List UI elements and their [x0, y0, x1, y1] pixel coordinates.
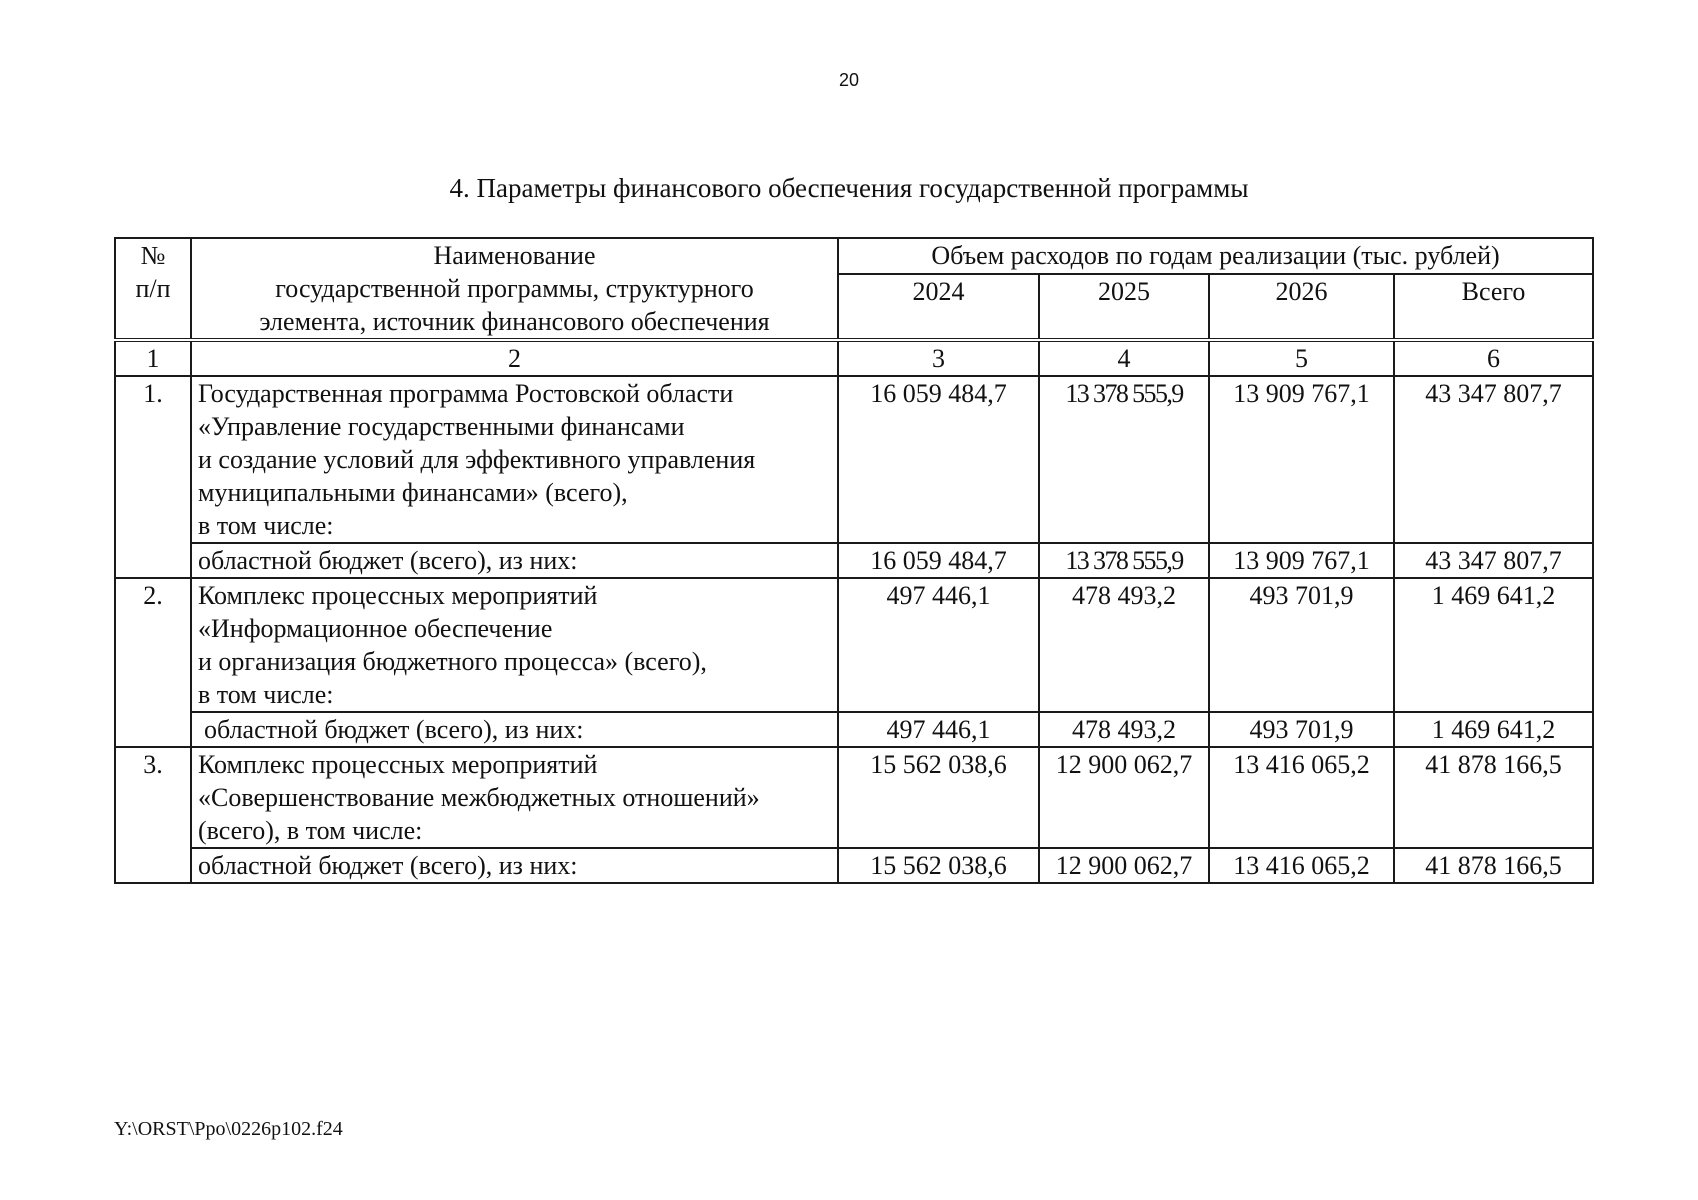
row-name-line: в том числе: — [198, 680, 334, 709]
value-2024: 15 562 038,6 — [838, 747, 1039, 848]
value-total: 41 878 166,5 — [1394, 747, 1593, 848]
subrow-name: областной бюджет (всего), из них: — [191, 543, 838, 578]
column-number: 5 — [1209, 340, 1394, 376]
value-2026: 13 416 065,2 — [1209, 747, 1394, 848]
value-2025: 478 493,2 — [1039, 578, 1209, 712]
subvalue-2024: 16 059 484,7 — [838, 543, 1039, 578]
header-year: 2024 — [838, 274, 1039, 340]
column-number: 1 — [115, 340, 191, 376]
row-name-line: и создание условий для эффективного управления — [198, 445, 756, 474]
row-number: 2. — [115, 578, 191, 747]
file-path-footer: Y:\ORST\Ppo\0226p102.f24 — [114, 1118, 343, 1140]
row-name-line: «Управление государственными финансами — [198, 412, 685, 441]
value-2026: 493 701,9 — [1209, 578, 1394, 712]
value-2024: 497 446,1 — [838, 578, 1039, 712]
row-name — [191, 747, 838, 848]
header-year: 2026 — [1209, 274, 1394, 340]
row-name-line: «Информационное обеспечение — [198, 614, 553, 643]
subvalue-2024: 497 446,1 — [838, 712, 1039, 747]
subvalue-total: 1 469 641,2 — [1394, 712, 1593, 747]
value-2024: 16 059 484,7 — [838, 376, 1039, 543]
table-subrow — [115, 543, 1593, 578]
row-name-line: (всего), в том числе: — [198, 816, 423, 845]
subvalue-total: 41 878 166,5 — [1394, 848, 1593, 883]
subvalue-2025: 478 493,2 — [1039, 712, 1209, 747]
header-num-line: п/п — [135, 274, 171, 303]
row-number: 1. — [115, 376, 191, 578]
header-volume: Объем расходов по годам реализации (тыс. рублей) — [838, 238, 1593, 274]
financing-table — [114, 237, 1594, 884]
table-row — [115, 376, 1593, 543]
header-name-line: государственной программы, структурного — [275, 274, 754, 303]
header-year: 2025 — [1039, 274, 1209, 340]
table-subrow — [115, 848, 1593, 883]
subvalue-total: 43 347 807,7 — [1394, 543, 1593, 578]
value-total: 43 347 807,7 — [1394, 376, 1593, 543]
header-num-cell — [115, 238, 191, 340]
column-number: 6 — [1394, 340, 1593, 376]
column-number: 4 — [1039, 340, 1209, 376]
row-name — [191, 578, 838, 712]
row-name-line: Государственная программа Ростовской области — [198, 379, 734, 408]
subrow-name: областной бюджет (всего), из них: — [191, 712, 838, 747]
row-name-line: в том числе: — [198, 511, 334, 540]
row-name — [191, 376, 838, 543]
row-name-line: Комплекс процессных мероприятий — [198, 750, 598, 779]
column-number: 3 — [838, 340, 1039, 376]
row-name-line: муниципальными финансами» (всего), — [198, 478, 628, 507]
subvalue-2026: 13 416 065,2 — [1209, 848, 1394, 883]
row-name-line: и организация бюджетного процесса» (всего), — [198, 647, 707, 676]
subvalue-2025: 12 900 062,7 — [1039, 848, 1209, 883]
subrow-name: областной бюджет (всего), из них: — [191, 848, 838, 883]
subvalue-2025: 13 378 555,9 — [1039, 543, 1209, 578]
row-number: 3. — [115, 747, 191, 883]
table-subrow — [115, 712, 1593, 747]
subvalue-2024: 15 562 038,6 — [838, 848, 1039, 883]
header-row — [115, 238, 1593, 274]
page-number: 20 — [838, 70, 860, 90]
column-numbers-row — [115, 340, 1593, 376]
header-year: Всего — [1394, 274, 1593, 340]
value-2025: 12 900 062,7 — [1039, 747, 1209, 848]
header-name-line: Наименование — [433, 241, 596, 270]
row-name-line: Комплекс процессных мероприятий — [198, 581, 598, 610]
value-total: 1 469 641,2 — [1394, 578, 1593, 712]
table-row — [115, 747, 1593, 848]
subvalue-2026: 13 909 767,1 — [1209, 543, 1394, 578]
header-name-cell — [191, 238, 838, 340]
subvalue-2026: 493 701,9 — [1209, 712, 1394, 747]
row-name-line: «Совершенствование межбюджетных отношений» — [198, 783, 760, 812]
column-number: 2 — [191, 340, 838, 376]
section-title: 4. Параметры финансового обеспечения государственной программы — [449, 173, 1249, 203]
value-2026: 13 909 767,1 — [1209, 376, 1394, 543]
value-2025: 13 378 555,9 — [1039, 376, 1209, 543]
header-num-line: № — [140, 241, 166, 270]
table-row — [115, 578, 1593, 712]
header-name-line: элемента, источник финансового обеспечения — [259, 307, 770, 336]
